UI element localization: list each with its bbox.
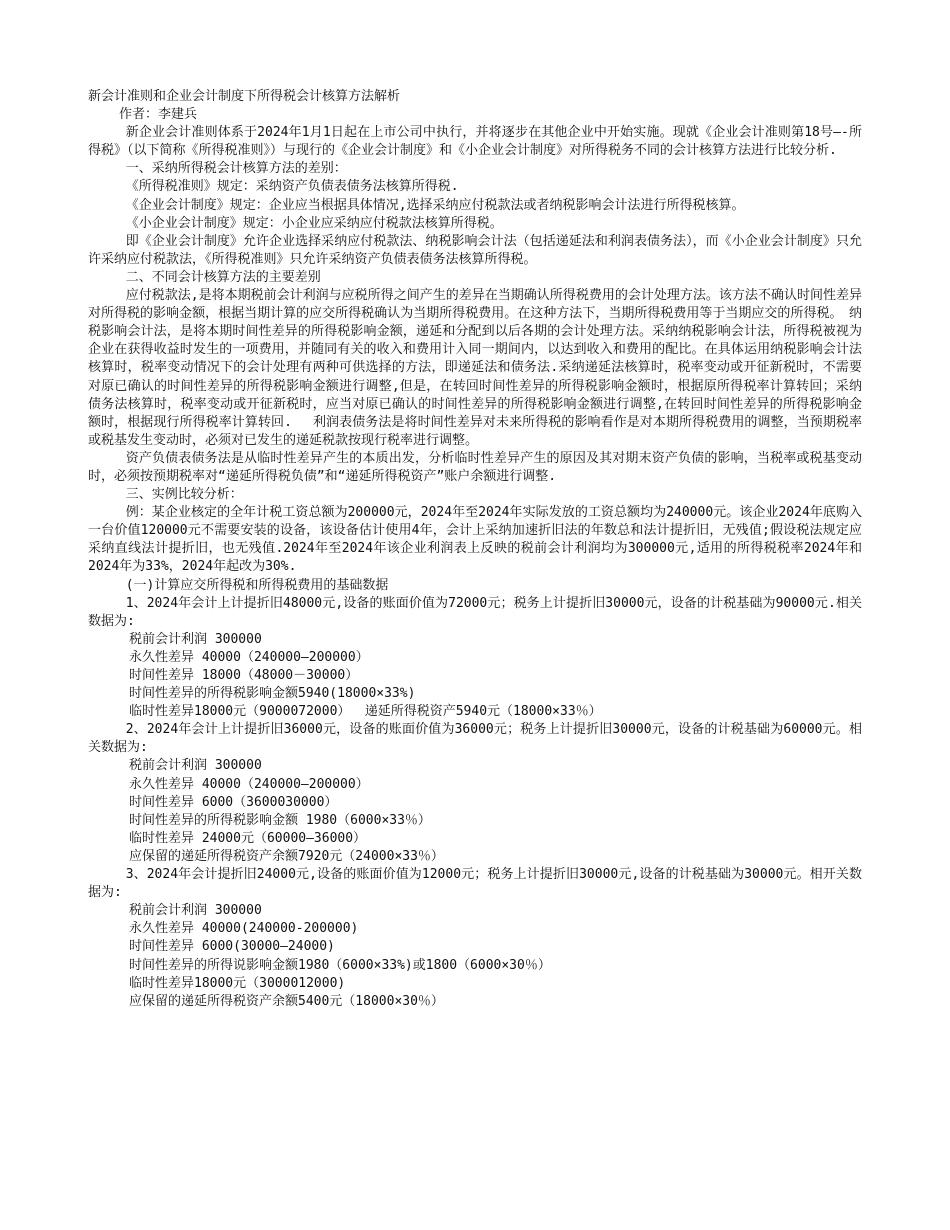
year-2-data-line: 时间性差异的所得税影响金额 1980（6000×33％） xyxy=(129,812,431,828)
section-1-paragraph-3: 《小企业会计制度》规定：小企业应采纳应付税款法核算所得税。 xyxy=(125,215,503,231)
year-3-data-line: 时间性差异的所得说影响金额1980（6000×33%)或1800（6000×30％） xyxy=(129,957,551,973)
year-1-intro: 1、2024年会计上计提折旧48000元,设备的账面价值为72000元；税务上计提折旧30000元，设备的计税基础为90000元.相关数据为: xyxy=(88,595,862,629)
author-line: 作者：李建兵 xyxy=(119,107,198,123)
year-1-data-line: 税前会计利润 300000 xyxy=(129,631,262,647)
year-1-data-line: 时间性差异 18000（48000－30000） xyxy=(129,668,359,683)
document-title: 新会计准则和企业会计制度下所得税会计核算方法解析 xyxy=(88,89,401,104)
section-2-paragraph-1: 应付税款法,是将本期税前会计利润与应税所得之间产生的差异在当期确认所得税费用的会计处理方法。该方法不确认时间性差异对所得税的影响金额，根据当期计算的应交所得税确认为当期所得税费用。在这种方法下，当期所得税费用等于当期应交的所得税。 纳税影响会计法，是将本期时间性差异的所得税影响金额，递延和分配到以后各期的会计处理方法。采纳纳税影响会计法，所得税被视为企业在获得收益时发生的一项费用，并随同有关的收入和费用计入同一期间内，以达到收入和费用的配比。在具体运用纳税影响会计法核算时，税率变动情况下的会计处理有两种可供选择的方法，即递延法和债务法.采纳递延法核算时，税率变动或开征新税时，不需要对原已确认的时间性差异的所得税影响金额进行调整,但是，在转回时间性差异的所得税影响金额时，根据原所得税率计算转回；采纳债务法核算时，税率变动或开征新税时，应当对原已确认的时间性差异的所得税影响金额进行调整,在转回时间性差异的所得税影响金额时，根据现行所得税率计算转回. 利润表债务法是将时间性差异对未来所得税的影响看作是对本期所得税费用的调整，当预期税率或税基发生变动时，必须对已发生的递延税款按现行税率进行调整。 xyxy=(88,288,862,448)
year-1-data-line: 永久性差异 40000（240000—200000） xyxy=(129,649,369,665)
section-1-heading: 一、采纳所得税会计核算方法的差别： xyxy=(125,161,347,177)
year-3-data-line: 时间性差异 6000(30000—24000) xyxy=(129,939,335,955)
section-1-paragraph-2: 《企业会计制度》规定：企业应当根据具体情况,选择采纳应付税款法或者纳税影响会计法进行所得税核算。 xyxy=(125,197,745,213)
year-2-data-line: 税前会计利润 300000 xyxy=(129,758,262,774)
year-2-data-line: 应保留的递延所得税资产余额7920元（24000×33％） xyxy=(129,848,444,864)
year-1-data-line: 时间性差异的所得税影响金额5940(18000×33%) xyxy=(129,686,416,702)
year-2-intro: 2、2024年会计上计提折旧36000元，设备的账面价值为36000元；税务上计提折旧30000元，设备的计税基础为60000元。相关数据为: xyxy=(88,722,862,756)
year-2-data-line: 永久性差异 40000（240000—200000） xyxy=(129,776,369,792)
year-3-intro: 3、2024年会计提折旧24000元,设备的账面价值为12000元；税务上计提折旧30000元,设备的计税基础为30000元。相开关数据为: xyxy=(88,867,862,901)
section-2-paragraph-2: 资产负债表债务法是从临时性差异产生的本质出发，分析临时性差异产生的原因及其对期末资产负债的影响，当税率或税基变动时，必须按预期税率对“递延所得税负债”和“递延所得税资产”账户余额进行调整. xyxy=(88,450,862,484)
year-2-data-line: 时间性差异 6000（3600030000） xyxy=(129,794,338,810)
year-2-data-line: 临时性差异 24000元（60000—36000） xyxy=(129,830,367,846)
intro-paragraph: 新企业会计准则体系于2024年1月1日起在上市公司中执行，并将逐步在其他企业中开始实施。现就《企业会计准则第18号—-所得税》（以下简称《所得税准则》）与现行的《企业会计制度》和《小企业会计制度》对所得税务不同的会计核算方法进行比较分析. xyxy=(88,125,862,159)
year-3-data-line: 税前会计利润 300000 xyxy=(129,903,262,919)
section-1-paragraph-4: 即《企业会计制度》允许企业选择采纳应付税款法、纳税影响会计法（包括递延法和利润表债务法），而《小企业会计制度》只允许采纳应付税款法，《所得税准则》只允许采纳资产负债表债务法核算所得税。 xyxy=(88,233,862,267)
year-3-data-line: 应保留的递延所得税资产余额5400元（18000×30％） xyxy=(129,993,444,1009)
section-3-heading: 三、实例比较分析： xyxy=(125,487,243,503)
section-1-paragraph-1: 《所得税准则》规定：采纳资产负债表债务法核算所得税. xyxy=(125,179,459,195)
section-2-heading: 二、不同会计核算方法的主要差别 xyxy=(125,269,321,285)
year-3-data-line: 临时性差异18000元（3000012000) xyxy=(129,975,346,991)
example-paragraph: 例：某企业核定的全年计税工资总额为200000元，2024年至2024年实际发放的工资总额均为240000元。该企业2024年底购入一台价值120000元不需要安装的设备，该设备估计使用4年，会计上采纳加速折旧法的年数总和法计提折旧，无残值;假设税法规定应采纳直线法计提折旧，也无残值.2024年至2024年该企业利润表上反映的税前会计利润均为300000元,适用的所得税税率2024年和2024年为33%，2024年起改为30%. xyxy=(88,505,862,575)
subsection-heading: (一)计算应交所得税和所得税费用的基础数据 xyxy=(125,577,389,593)
year-1-data-line: 临时性差异18000元（9000072000） 递延所得税资产5940元（18000×33％） xyxy=(129,704,602,720)
year-3-data-line: 永久性差异 40000(240000-200000) xyxy=(129,921,359,937)
